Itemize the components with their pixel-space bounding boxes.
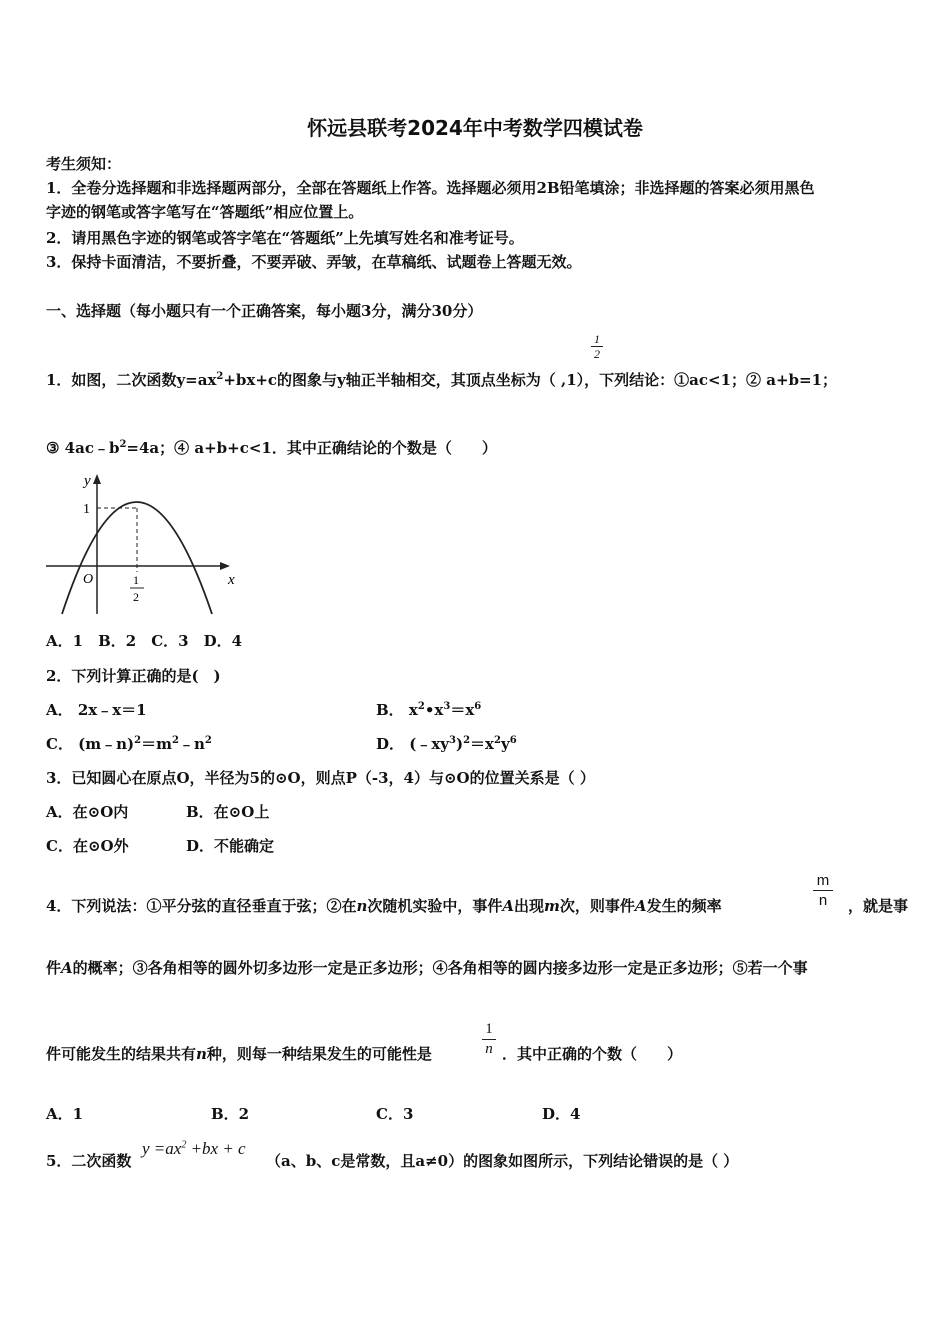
q4-var-n: n bbox=[356, 897, 368, 915]
q2-d-part: D． (﹣xy bbox=[376, 735, 449, 753]
q4-stem-line-3-tail: ．其中正确的个数（ ） bbox=[502, 1045, 683, 1063]
q3-option-a: A．在⊙O内 bbox=[46, 803, 129, 821]
q2-d-part: y bbox=[500, 735, 510, 753]
q4-text: 次，则事件 bbox=[559, 897, 635, 915]
y-tick-label: 1 bbox=[83, 502, 90, 517]
q4-option-b: B．2 bbox=[211, 1105, 250, 1123]
fraction-bar bbox=[813, 890, 833, 891]
q4-var-a: A bbox=[502, 897, 515, 915]
fraction-bar bbox=[482, 1039, 496, 1040]
x-axis-arrow bbox=[220, 562, 230, 570]
notice-line-2: 2．请用黑色字迹的钢笔或答字笔在“答题纸”上先填写姓名和准考证号。 bbox=[46, 229, 524, 247]
y-axis-label: y bbox=[84, 473, 91, 489]
q2-b-exp: 2 bbox=[417, 701, 425, 712]
q1-line1-pre: 1．如图，二次函数y=ax bbox=[46, 371, 217, 389]
notice-line-1a: 1．全卷分选择题和非选择题两部分，全部在答题纸上作答。选择题必须用2B铅笔填涂；非选择题的答案必须用黑色 bbox=[46, 179, 815, 197]
q5-expr-part: +bx + c bbox=[186, 1139, 246, 1158]
q2-c-part: C． (m﹣n) bbox=[46, 735, 135, 753]
origin-label: O bbox=[83, 572, 94, 587]
q2-c-exp: 2 bbox=[134, 735, 142, 746]
q2-b-part: •x bbox=[424, 701, 444, 719]
q2-d-exp: 2 bbox=[463, 735, 471, 746]
notice-line-3: 3．保持卡面清洁，不要折叠，不要弄破、弄皱，在草稿纸、试题卷上答题无效。 bbox=[46, 253, 582, 271]
q2-d-exp: 2 bbox=[494, 735, 501, 746]
q1-line2-post: =4a；④ a+b+c<1．其中正确结论的个数是（ ） bbox=[126, 439, 497, 457]
q5-function-expression bbox=[142, 1139, 246, 1159]
q3-option-c: C．在⊙O外 bbox=[46, 837, 129, 855]
q4-text: 件 bbox=[46, 959, 62, 977]
q1-line2-pre: ③ 4ac﹣b bbox=[46, 439, 120, 457]
q5-expr-part: y =ax bbox=[142, 1139, 182, 1158]
q4-text: 发生的频率 bbox=[646, 897, 722, 915]
q2-b-part: ＝x bbox=[450, 701, 475, 719]
q2-option-d bbox=[376, 734, 517, 754]
q5-stem: （a、b、c是常数，且a≠0）的图象如图所示，下列结论错误的是（ ） bbox=[266, 1152, 739, 1170]
q4-stem-line-1-tail: ，就是事 bbox=[848, 897, 909, 915]
x-tick-denominator: 2 bbox=[133, 590, 139, 604]
q4-stem-line-2 bbox=[46, 958, 808, 978]
q2-b-exp: 6 bbox=[474, 701, 482, 712]
q2-option-b bbox=[376, 700, 481, 720]
q4-text: 的概率；③各角相等的圆外切多边形一定是正多边形；④各角相等的圆内接多边形一定是正多边形；⑤若一个事 bbox=[72, 959, 808, 977]
q2-option-c bbox=[46, 734, 212, 754]
q3-option-d: D．不能确定 bbox=[186, 837, 275, 855]
exam-title: 怀远县联考2024年中考数学四模试卷 bbox=[307, 116, 643, 140]
q1-line1-exp: 2 bbox=[216, 371, 224, 382]
q4-probability-fraction bbox=[482, 1021, 496, 1058]
q4-var-a: A bbox=[61, 959, 73, 977]
q4-var-a: A bbox=[634, 897, 647, 915]
q3-option-b: B．在⊙O上 bbox=[186, 803, 270, 821]
q1-line1-post: +bx+c的图象与y轴正半轴相交，其顶点坐标为（ ,1），下列结论：①ac<1；② a+b=1； bbox=[223, 371, 838, 389]
q4-text: 件可能发生的结果共有 bbox=[46, 1045, 197, 1063]
q4-option-c: C．3 bbox=[376, 1105, 414, 1123]
q1-line2-exp: 2 bbox=[119, 439, 127, 450]
q2-d-part: ＝x bbox=[470, 735, 494, 753]
q4-frequency-fraction bbox=[813, 872, 833, 909]
q4-frac-den: n bbox=[485, 1041, 493, 1057]
notice-heading: 考生须知： bbox=[46, 155, 122, 173]
q2-c-exp: 2 bbox=[171, 735, 179, 746]
q5-stem-prefix: 5．二次函数 bbox=[46, 1152, 132, 1170]
q2-d-exp: 3 bbox=[449, 735, 456, 746]
q4-stem-line-3 bbox=[46, 1044, 432, 1064]
y-axis-arrow bbox=[93, 474, 101, 484]
q3-stem: 3．已知圆心在原点O，半径为5的⊙O，则点P（-3，4）与⊙O的位置关系是（ ） bbox=[46, 769, 595, 787]
q2-c-exp: 2 bbox=[204, 735, 212, 746]
q2-option-a: A． 2x﹣x＝1 bbox=[46, 701, 147, 719]
q4-var-m: m bbox=[544, 897, 560, 915]
q4-frac-den: n bbox=[818, 892, 828, 909]
q1-stem-line-1 bbox=[46, 370, 837, 390]
q2-d-part: ) bbox=[455, 735, 464, 753]
q4-text: 次随机实验中，事件 bbox=[367, 897, 503, 915]
q2-b-exp: 3 bbox=[443, 701, 451, 712]
notice-line-1b: 字迹的钢笔或答字笔写在“答题纸”相应位置上。 bbox=[46, 203, 364, 221]
q2-c-part: ﹣n bbox=[178, 735, 205, 753]
q1-options: A．1 B．2 C．3 D．4 bbox=[46, 632, 243, 650]
q4-frac-num: 1 bbox=[485, 1021, 493, 1037]
x-axis-label: x bbox=[228, 572, 235, 588]
x-tick-numerator: 1 bbox=[133, 573, 139, 587]
q2-d-exp: 6 bbox=[509, 735, 517, 746]
q4-text: 4．下列说法：①平分弦的直径垂直于弦；②在 bbox=[46, 897, 357, 915]
q1-parabola-graph bbox=[44, 468, 244, 618]
q4-var-n: n bbox=[196, 1045, 207, 1063]
q4-frac-num: m bbox=[816, 872, 830, 889]
q1-stem-line-2 bbox=[46, 438, 497, 458]
q1-frac-num: 1 bbox=[594, 332, 600, 346]
q5-expr-exp: 2 bbox=[181, 1139, 187, 1151]
q4-stem-line-1 bbox=[46, 896, 722, 916]
q2-c-part: ＝m bbox=[141, 735, 172, 753]
q4-text: 出现 bbox=[514, 897, 545, 915]
q4-text: 种，则每一种结果发生的可能性是 bbox=[206, 1045, 432, 1063]
q1-frac-den: 2 bbox=[594, 347, 600, 361]
q1-vertex-fraction bbox=[591, 333, 603, 360]
q2-stem: 2．下列计算正确的是( ) bbox=[46, 667, 221, 685]
q4-option-a: A．1 bbox=[46, 1105, 84, 1123]
q4-option-d: D．4 bbox=[542, 1105, 581, 1123]
section-1-heading: 一、选择题（每小题只有一个正确答案，每小题3分，满分30分） bbox=[46, 302, 483, 320]
q2-b-part: B． x bbox=[376, 701, 418, 719]
